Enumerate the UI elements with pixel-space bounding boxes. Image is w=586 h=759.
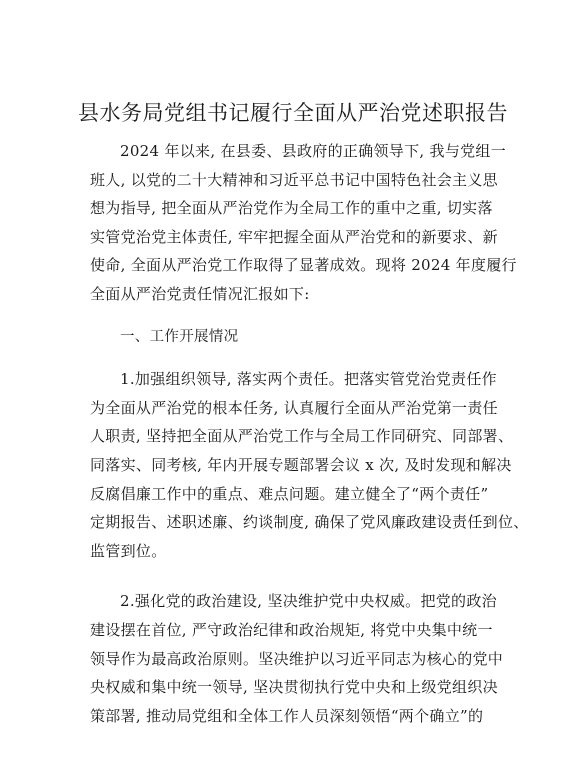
paragraph-line: 同落实、同考核, 年内开展专题部署会议 x 次, 及时发现和解决 <box>90 455 512 474</box>
paragraph-line: 人职责, 坚持把全面从严治党工作与全局工作同研究、同部署、 <box>90 427 514 446</box>
section-heading: 一、工作开展情况 <box>120 328 239 345</box>
paragraph-line: 想为指导, 把全面从严治党作为全局工作的重中之重, 切实落 <box>90 199 493 218</box>
paragraph-line: 监管到位。 <box>90 541 167 560</box>
paragraph-line: 实管党治党主体责任, 牢牢把握全面从严治党和的新要求、新 <box>90 227 498 246</box>
document-title: 县水务局党组书记履行全面从严治党述职报告 <box>78 101 508 125</box>
paragraph-line: 使命, 全面从严治党工作取得了显著成效。现将 2024 年度履行 <box>90 256 517 275</box>
paragraph-line: 建设摆在首位, 严守政治纪律和政治规矩, 将党中央集中统一 <box>90 620 493 639</box>
paragraph-line: 2.强化党的政治建设, 坚决维护党中央权威。把党的政治 <box>120 592 497 611</box>
paragraph-line: 央权威和集中统一领导, 坚决贯彻执行党中央和上级党组织决 <box>90 678 498 697</box>
paragraph-line: 1.加强组织领导, 落实两个责任。把落实管党治党责任作 <box>120 370 497 389</box>
document-body <box>90 137 529 730</box>
intro-paragraph <box>90 137 517 309</box>
paragraph-line: 2024 年以来, 在县委、县政府的正确领导下, 我与党组一 <box>120 142 507 160</box>
paragraph-line: 定期报告、述职述廉、约谈制度, 确保了党风廉政建设责任到位、 <box>90 513 529 532</box>
paragraph-line: 为全面从严治党的根本任务, 认真履行全面从严治党第一责任 <box>90 398 498 417</box>
paragraph-line: 策部署, 推动局党组和全体工作人员深刻领悟“两个确立”的 <box>90 706 484 725</box>
paragraph-line: 领导作为最高政治原则。坚决维护以习近平同志为核心的党中 <box>90 649 504 668</box>
item-2-paragraph <box>90 587 504 730</box>
paragraph-line: 全面从严治党责任情况汇报如下: <box>90 284 310 303</box>
paragraph-line: 班人, 以党的二十大精神和习近平总书记中国特色社会主义思 <box>90 170 498 189</box>
item-1-paragraph <box>90 365 529 565</box>
paragraph-line: 反腐倡廉工作中的重点、难点问题。建立健全了“两个责任” <box>90 484 489 503</box>
